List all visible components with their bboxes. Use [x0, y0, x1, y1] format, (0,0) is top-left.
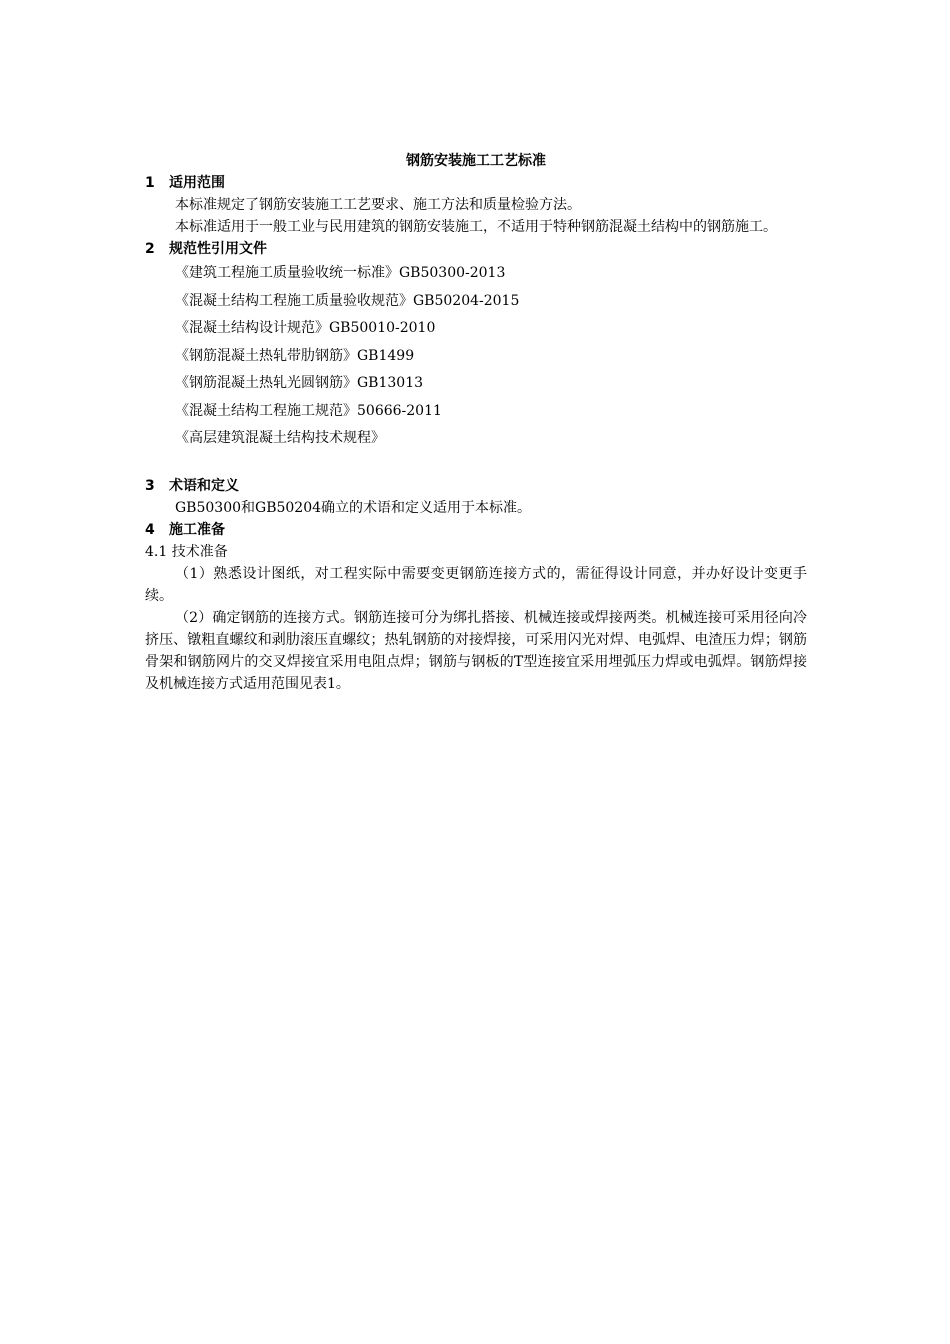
- section-heading-2: [145, 238, 807, 260]
- paragraph: GB50300和GB50204确立的术语和定义适用于本标准。: [175, 499, 532, 516]
- section-number: 4: [145, 521, 155, 538]
- section-heading-1: [145, 172, 807, 194]
- reference-item: 《钢筋混凝土热轧光圆钢筋》GB13013: [175, 375, 424, 391]
- section-number: 2: [145, 241, 155, 257]
- section-heading-3: [145, 475, 807, 497]
- reference-item: 《建筑工程施工质量验收统一标准》GB50300-2013: [175, 265, 506, 281]
- subsection-heading: 4.1 技术准备: [145, 543, 228, 560]
- paragraph: 本标准适用于一般工业与民用建筑的钢筋安装施工，不适用于特种钢筋混凝土结构中的钢筋施工。: [175, 219, 777, 235]
- document-page: [145, 150, 807, 695]
- section-title: 适用范围: [169, 175, 225, 191]
- reference-item: 《混凝土结构设计规范》GB50010-2010: [175, 320, 436, 336]
- section-title: 施工准备: [169, 521, 225, 538]
- document-title: 钢筋安装施工工艺标准: [406, 153, 546, 169]
- section-heading-4: [145, 519, 807, 541]
- paragraph: 本标准规定了钢筋安装施工工艺要求、施工方法和质量检验方法。: [175, 197, 581, 213]
- reference-list: [145, 260, 807, 453]
- section-number: 3: [145, 477, 155, 494]
- section-number: 1: [145, 175, 155, 191]
- section-title: 术语和定义: [169, 477, 239, 494]
- spacer: [145, 453, 807, 475]
- paragraph: （1）熟悉设计图纸，对工程实际中需要变更钢筋连接方式的，需征得设计同意，并办好设计变更手续。: [145, 565, 807, 604]
- reference-item: 《混凝土结构工程施工规范》50666-2011: [175, 402, 442, 419]
- reference-item: 《钢筋混凝土热轧带肋钢筋》GB1499: [175, 347, 415, 364]
- paragraph: （2）确定钢筋的连接方式。钢筋连接可分为绑扎搭接、机械连接或焊接两类。机械连接可采用径向冷挤压、镦粗直螺纹和剥肋滚压直螺纹；热轧钢筋的对接焊接，可采用闪光对焊、电弧焊、电渣压力焊；钢筋骨架和钢筋网片的交叉焊接宜采用电阻点焊；钢筋与钢板的T型连接宜采用埋弧压力焊或电弧焊。钢筋焊接及机械连接方式适用范围见表1。: [145, 609, 807, 692]
- section-title: 规范性引用文件: [169, 241, 267, 257]
- reference-item: 《高层建筑混凝土结构技术规程》: [175, 430, 385, 446]
- reference-item: 《混凝土结构工程施工质量验收规范》GB50204-2015: [175, 292, 520, 309]
